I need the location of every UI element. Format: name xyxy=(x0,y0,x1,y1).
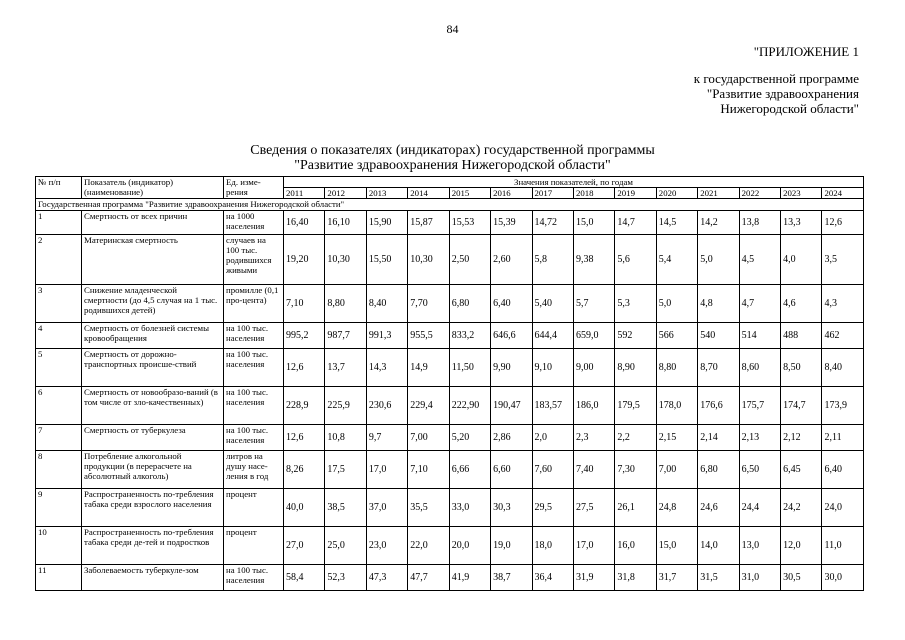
value-cell: 8,80 xyxy=(656,349,697,387)
value-cell: 225,9 xyxy=(325,387,366,425)
value-cell: 31,5 xyxy=(698,565,739,591)
value-cell: 8,80 xyxy=(325,285,366,323)
value-cell: 24,0 xyxy=(822,489,864,527)
value-cell: 8,40 xyxy=(366,285,407,323)
table-row xyxy=(36,285,864,323)
value-cell: 5,6 xyxy=(615,235,656,285)
indicator-name-cell: Смертность от туберкулеза xyxy=(82,425,224,451)
value-cell: 26,1 xyxy=(615,489,656,527)
unit-cell: процент xyxy=(224,489,284,527)
value-cell: 24,2 xyxy=(781,489,822,527)
value-cell: 14,5 xyxy=(656,211,697,235)
year-header: 2013 xyxy=(366,188,407,199)
value-cell: 14,3 xyxy=(366,349,407,387)
value-cell: 12,0 xyxy=(781,527,822,565)
row-number-cell: 11 xyxy=(36,565,82,591)
document-title xyxy=(0,143,905,173)
unit-cell: случаев на 100 тыс. родившихся живыми xyxy=(224,235,284,285)
page-number: 84 xyxy=(446,22,459,36)
indicator-name-cell: Смертность от всех причин xyxy=(82,211,224,235)
value-cell: 11,50 xyxy=(449,349,490,387)
value-cell: 2,2 xyxy=(615,425,656,451)
value-cell: 7,30 xyxy=(615,451,656,489)
value-cell: 190,47 xyxy=(491,387,532,425)
appendix-title: "ПРИЛОЖЕНИЕ 1 xyxy=(753,44,859,59)
value-cell: 8,50 xyxy=(781,349,822,387)
value-cell: 15,50 xyxy=(366,235,407,285)
value-cell: 9,38 xyxy=(573,235,614,285)
indicator-name-cell: Смертность от болезней системы кровообращения xyxy=(82,323,224,349)
value-cell: 22,0 xyxy=(408,527,449,565)
table-row xyxy=(36,489,864,527)
value-cell: 229,4 xyxy=(408,387,449,425)
value-cell: 13,3 xyxy=(781,211,822,235)
value-cell: 6,40 xyxy=(822,451,864,489)
value-cell: 488 xyxy=(781,323,822,349)
value-cell: 10,8 xyxy=(325,425,366,451)
value-cell: 14,0 xyxy=(698,527,739,565)
indicator-name-cell: Потребление алкогольной продукции (в перерасчете на абсолютный алкоголь) xyxy=(82,451,224,489)
value-cell: 38,7 xyxy=(491,565,532,591)
value-cell: 33,0 xyxy=(449,489,490,527)
value-cell: 222,90 xyxy=(449,387,490,425)
row-number-cell: 1 xyxy=(36,211,82,235)
year-header: 2018 xyxy=(573,188,614,199)
value-cell: 13,0 xyxy=(739,527,780,565)
value-cell: 186,0 xyxy=(573,387,614,425)
value-cell: 9,7 xyxy=(366,425,407,451)
column-header-values: Значения показателей, по годам xyxy=(284,177,864,188)
table-row xyxy=(36,565,864,591)
value-cell: 12,6 xyxy=(284,349,325,387)
column-header-unit: Ед. изме-рения xyxy=(224,177,284,199)
year-header: 2019 xyxy=(615,188,656,199)
value-cell: 592 xyxy=(615,323,656,349)
value-cell: 11,0 xyxy=(822,527,864,565)
indicator-name-cell: Смертность от новообразо-ваний (в том числе от зло-качественных) xyxy=(82,387,224,425)
unit-cell: на 100 тыс. населения xyxy=(224,565,284,591)
column-header-name: Показатель (индикатор) (наименование) xyxy=(82,177,224,199)
value-cell: 8,60 xyxy=(739,349,780,387)
value-cell: 16,40 xyxy=(284,211,325,235)
value-cell: 646,6 xyxy=(491,323,532,349)
appendix-line: "Развитие здравоохранения xyxy=(706,86,859,101)
value-cell: 659,0 xyxy=(573,323,614,349)
value-cell: 12,6 xyxy=(284,425,325,451)
value-cell: 9,00 xyxy=(573,349,614,387)
value-cell: 30,0 xyxy=(822,565,864,591)
value-cell: 17,5 xyxy=(325,451,366,489)
value-cell: 6,50 xyxy=(739,451,780,489)
value-cell: 4,7 xyxy=(739,285,780,323)
value-cell: 31,9 xyxy=(573,565,614,591)
value-cell: 566 xyxy=(656,323,697,349)
year-header: 2015 xyxy=(449,188,490,199)
value-cell: 462 xyxy=(822,323,864,349)
value-cell: 644,4 xyxy=(532,323,573,349)
value-cell: 8,26 xyxy=(284,451,325,489)
value-cell: 37,0 xyxy=(366,489,407,527)
row-number-cell: 6 xyxy=(36,387,82,425)
value-cell: 995,2 xyxy=(284,323,325,349)
value-cell: 7,40 xyxy=(573,451,614,489)
year-header: 2020 xyxy=(656,188,697,199)
year-header: 2021 xyxy=(698,188,739,199)
value-cell: 15,0 xyxy=(573,211,614,235)
value-cell: 41,9 xyxy=(449,565,490,591)
value-cell: 35,5 xyxy=(408,489,449,527)
value-cell: 29,5 xyxy=(532,489,573,527)
value-cell: 8,90 xyxy=(615,349,656,387)
row-number-cell: 8 xyxy=(36,451,82,489)
value-cell: 7,00 xyxy=(408,425,449,451)
value-cell: 30,5 xyxy=(781,565,822,591)
value-cell: 10,30 xyxy=(325,235,366,285)
value-cell: 36,4 xyxy=(532,565,573,591)
value-cell: 2,14 xyxy=(698,425,739,451)
value-cell: 47,7 xyxy=(408,565,449,591)
value-cell: 4,0 xyxy=(781,235,822,285)
value-cell: 31,8 xyxy=(615,565,656,591)
value-cell: 173,9 xyxy=(822,387,864,425)
indicator-name-cell: Смертность от дорожно-транспортных происше-ствий xyxy=(82,349,224,387)
unit-cell: на 100 тыс. населения xyxy=(224,323,284,349)
row-number-cell: 4 xyxy=(36,323,82,349)
value-cell: 987,7 xyxy=(325,323,366,349)
value-cell: 7,70 xyxy=(408,285,449,323)
value-cell: 27,0 xyxy=(284,527,325,565)
value-cell: 6,80 xyxy=(449,285,490,323)
table-row xyxy=(36,451,864,489)
value-cell: 17,0 xyxy=(573,527,614,565)
unit-cell: процент xyxy=(224,527,284,565)
value-cell: 23,0 xyxy=(366,527,407,565)
value-cell: 15,53 xyxy=(449,211,490,235)
value-cell: 6,66 xyxy=(449,451,490,489)
value-cell: 3,5 xyxy=(822,235,864,285)
value-cell: 8,70 xyxy=(698,349,739,387)
indicators-table xyxy=(35,176,864,591)
value-cell: 13,8 xyxy=(739,211,780,235)
value-cell: 4,6 xyxy=(781,285,822,323)
value-cell: 16,0 xyxy=(615,527,656,565)
value-cell: 14,9 xyxy=(408,349,449,387)
table-row xyxy=(36,387,864,425)
table-row xyxy=(36,527,864,565)
value-cell: 12,6 xyxy=(822,211,864,235)
value-cell: 40,0 xyxy=(284,489,325,527)
year-header: 2023 xyxy=(781,188,822,199)
value-cell: 24,8 xyxy=(656,489,697,527)
unit-cell: на 1000 населения xyxy=(224,211,284,235)
indicator-name-cell: Материнская смертность xyxy=(82,235,224,285)
unit-cell: промилле (0,1 про-цента) xyxy=(224,285,284,323)
value-cell: 14,72 xyxy=(532,211,573,235)
value-cell: 2,12 xyxy=(781,425,822,451)
value-cell: 175,7 xyxy=(739,387,780,425)
value-cell: 5,4 xyxy=(656,235,697,285)
value-cell: 4,3 xyxy=(822,285,864,323)
value-cell: 9,90 xyxy=(491,349,532,387)
table-row xyxy=(36,323,864,349)
value-cell: 8,40 xyxy=(822,349,864,387)
year-header: 2022 xyxy=(739,188,780,199)
table-row xyxy=(36,349,864,387)
year-header: 2011 xyxy=(284,188,325,199)
appendix-line: к государственной программе xyxy=(693,71,859,86)
value-cell: 4,5 xyxy=(739,235,780,285)
value-cell: 179,5 xyxy=(615,387,656,425)
document-title-line: "Развитие здравоохранения Нижегородской области" xyxy=(294,158,611,173)
value-cell: 514 xyxy=(739,323,780,349)
value-cell: 2,86 xyxy=(491,425,532,451)
value-cell: 20,0 xyxy=(449,527,490,565)
column-header-number: № п/п xyxy=(36,177,82,199)
value-cell: 2,3 xyxy=(573,425,614,451)
value-cell: 2,15 xyxy=(656,425,697,451)
appendix-line: Нижегородской области" xyxy=(720,101,859,116)
year-header: 2014 xyxy=(408,188,449,199)
row-number-cell: 3 xyxy=(36,285,82,323)
value-cell: 176,6 xyxy=(698,387,739,425)
value-cell: 19,20 xyxy=(284,235,325,285)
table-row xyxy=(36,235,864,285)
value-cell: 15,0 xyxy=(656,527,697,565)
indicator-name-cell: Снижение младенческой смертности (до 4,5 случая на 1 тыс. родившихся детей) xyxy=(82,285,224,323)
value-cell: 5,20 xyxy=(449,425,490,451)
value-cell: 38,5 xyxy=(325,489,366,527)
value-cell: 183,57 xyxy=(532,387,573,425)
row-number-cell: 7 xyxy=(36,425,82,451)
value-cell: 6,40 xyxy=(491,285,532,323)
value-cell: 15,90 xyxy=(366,211,407,235)
value-cell: 230,6 xyxy=(366,387,407,425)
year-header: 2017 xyxy=(532,188,573,199)
value-cell: 10,30 xyxy=(408,235,449,285)
value-cell: 833,2 xyxy=(449,323,490,349)
value-cell: 27,5 xyxy=(573,489,614,527)
indicator-name-cell: Заболеваемость туберкуле-зом xyxy=(82,565,224,591)
value-cell: 15,87 xyxy=(408,211,449,235)
year-header: 2016 xyxy=(491,188,532,199)
value-cell: 5,7 xyxy=(573,285,614,323)
indicator-name-cell: Распространенность по-требления табака среди де-тей и подростков xyxy=(82,527,224,565)
value-cell: 19,0 xyxy=(491,527,532,565)
value-cell: 17,0 xyxy=(366,451,407,489)
value-cell: 540 xyxy=(698,323,739,349)
value-cell: 6,80 xyxy=(698,451,739,489)
value-cell: 174,7 xyxy=(781,387,822,425)
value-cell: 31,0 xyxy=(739,565,780,591)
value-cell: 7,00 xyxy=(656,451,697,489)
value-cell: 5,8 xyxy=(532,235,573,285)
value-cell: 18,0 xyxy=(532,527,573,565)
value-cell: 955,5 xyxy=(408,323,449,349)
unit-cell: на 100 тыс. населения xyxy=(224,425,284,451)
value-cell: 2,60 xyxy=(491,235,532,285)
value-cell: 9,10 xyxy=(532,349,573,387)
value-cell: 5,0 xyxy=(656,285,697,323)
value-cell: 2,13 xyxy=(739,425,780,451)
value-cell: 2,0 xyxy=(532,425,573,451)
value-cell: 16,10 xyxy=(325,211,366,235)
value-cell: 6,60 xyxy=(491,451,532,489)
unit-cell: литров на душу насе-ления в год xyxy=(224,451,284,489)
year-header: 2024 xyxy=(822,188,864,199)
document-title-line: Сведения о показателях (индикаторах) государственной программы xyxy=(250,143,655,158)
appendix-block xyxy=(694,44,859,116)
row-number-cell: 10 xyxy=(36,527,82,565)
value-cell: 5,40 xyxy=(532,285,573,323)
value-cell: 58,4 xyxy=(284,565,325,591)
value-cell: 47,3 xyxy=(366,565,407,591)
value-cell: 14,7 xyxy=(615,211,656,235)
row-number-cell: 5 xyxy=(36,349,82,387)
value-cell: 7,10 xyxy=(408,451,449,489)
indicator-name-cell: Распространенность по-требления табака среди взрослого населения xyxy=(82,489,224,527)
value-cell: 2,11 xyxy=(822,425,864,451)
value-cell: 5,0 xyxy=(698,235,739,285)
value-cell: 52,3 xyxy=(325,565,366,591)
value-cell: 4,8 xyxy=(698,285,739,323)
table-row xyxy=(36,211,864,235)
value-cell: 31,7 xyxy=(656,565,697,591)
value-cell: 13,7 xyxy=(325,349,366,387)
unit-cell: на 100 тыс. населения xyxy=(224,387,284,425)
value-cell: 6,45 xyxy=(781,451,822,489)
value-cell: 14,2 xyxy=(698,211,739,235)
value-cell: 24,4 xyxy=(739,489,780,527)
value-cell: 2,50 xyxy=(449,235,490,285)
value-cell: 5,3 xyxy=(615,285,656,323)
value-cell: 15,39 xyxy=(491,211,532,235)
value-cell: 991,3 xyxy=(366,323,407,349)
value-cell: 30,3 xyxy=(491,489,532,527)
value-cell: 24,6 xyxy=(698,489,739,527)
year-header: 2012 xyxy=(325,188,366,199)
value-cell: 7,10 xyxy=(284,285,325,323)
value-cell: 25,0 xyxy=(325,527,366,565)
row-number-cell: 9 xyxy=(36,489,82,527)
program-row: Государственная программа "Развитие здравоохранения Нижегородской области" xyxy=(36,199,864,211)
value-cell: 178,0 xyxy=(656,387,697,425)
row-number-cell: 2 xyxy=(36,235,82,285)
table-row xyxy=(36,425,864,451)
value-cell: 7,60 xyxy=(532,451,573,489)
value-cell: 228,9 xyxy=(284,387,325,425)
unit-cell: на 100 тыс. населения xyxy=(224,349,284,387)
